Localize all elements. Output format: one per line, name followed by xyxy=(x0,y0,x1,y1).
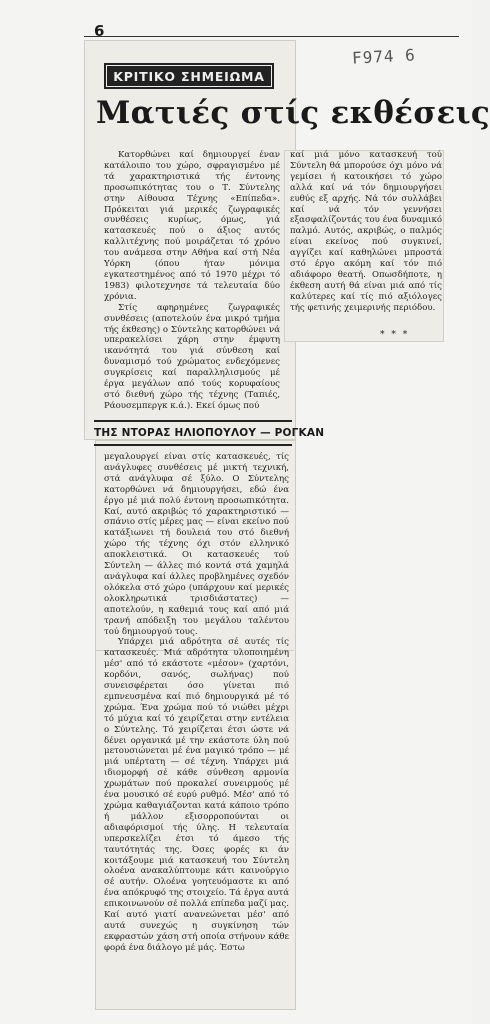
end-mark: * * * xyxy=(380,330,410,340)
paragraph: καί μιά μόνο κατασκευή τού Σύντελη θά μπορούσε όχι μόνο νά γεμίσει ή κατοικήσει τό χώρο αλλά καί νά τόν δημιουργήσει ευθύς εξ αρχής. Νά τόν συλλάβει καί νά τόν γεννήσει εξασφαλίζοντάς του ένα δυναμικό παλμό. Αυτός, ακριβώς, ο παλμός είναι εκείνος πού συγκινεί, αγγίζει καί καθηλώνει μπροστά στό έργο ακόμη καί τόν πιό αδιάφορο θεατή. Οπωσδήποτε, η έκθεση αυτή θά είναι μιά από τίς καλύτερες καί τίς πιό αξιόλογες τής φετινής χειμερινής περιόδου. xyxy=(290,150,442,313)
paragraph: μεγαλουργεί είναι στίς κατασκευές, τίς ανάγλυφες συνθέσεις μέ μικτή τεχνική, στά ανάγλυφα σέ ξύλο. Ο Σύντελης κατορθώνει νά δημιουργήσει, εδώ ένα έργο μέ μιά πολύ έντονη προσωπικότητα. Καί, αυτό ακριβώς τό χαρακτηριστικό — σπάνιο στίς μέρες μας — είναι εκείνο πού κατάξιωνει τή δουλειά του στό διεθνή χώρο τής τέχνης όχι στόν ελληνικό αποκλειστικά. Οι κατασκευές τού Σύντελη — άλλες πιό κοντά στά χαμηλά ανάγλυφα καί άλλες προβλημένες σχεδόν ολόκελα στό χώρο (υπάρχουν καί μερικές ολοκληρωτικά τρισδιάστατες) — αποτελούν, η καθεμιά τους καί από μιά τρανή απόδειξη του μεγάλου ταλέντου τού δημιουργού τους. xyxy=(104,452,289,637)
article-column-2 xyxy=(290,150,442,325)
article-column-1 xyxy=(104,150,280,422)
paragraph: Κατορθώνει καί δημιουργεί έναν κατάλοιπο του χώρο, σφραγισμένο μέ τά χαρακτηριστικά τής έντονης προσωπικότητας του ο Τ. Σύντελης στην Αίθουσα Τέχνης «Επίπεδα». Πρόκειται γιά μερικές ζωγραφικές συνθέσεις κυρίως, όμως, γιά κατασκευές πού ο άξιος αυτός καλλιτέχνης πού μοιράζεται τό χρόνο του ανάμεσα στην Αθήνα καί στή Νέα Υόρκη (όπου ήταν μόνιμα εγκατεστημένος από τό 1970 μέχρι τό 1983) φιλοτεχνησε τά τελευταία δύο χρόνια. xyxy=(104,150,280,302)
page-number: 6 xyxy=(94,22,105,40)
paragraph: Στίς αφηρημένες ζωγραφικές συνθέσεις (αποτελούν ένα μικρό τμήμα τής έκθεσης) ο Σύντελης κατορθώνει νά υπερακελίσει χάρη στην έμφυτη ικανότητά του γιά σύνθεση καί δυναμισμό τού χρώματος ενδεχόμενες συγκρίσεις καί παραλληλισμούς μέ έργα μεγάλων από τούς κορυφαίους στό διεθνή χώρο τής τέχνης (Ταπιές, Ράουσεμπεργκ κ.ά.). Εκεί όμως πού xyxy=(104,302,280,411)
author-byline: ΤΗΣ ΝΤΟΡΑΣ ΗΛΙΟΠΟΥΛΟΥ — ΡΟΓΚΑΝ xyxy=(94,420,292,446)
article-headline: Ματιές στίς εκθέσεις xyxy=(96,95,490,131)
handwritten-reference-note: F974 6 xyxy=(351,45,417,68)
paragraph: Υπάρχει μιά αδρότητα σέ αυτές τίς κατασκευές. Μιά αδρότητα υλοποιημένη μέσ' από τό εκάστοτε «μέσον» (χαρτόνι, κορδόνι, σανός, σωλήνας) πού συνεισφέρεται όσο γίνεται πιό εμπνευσμένα καί πιό δημιουργικά μέ τό χρώμα. Ένα χρώμα πού τό νιώθει μέχρι τό μύχια καί τό χειρίζεται στην εντέλεια ο Σύντελης. Τό χειρίζεται έτσι ώστε νά δένει οργανικά μέ την εκάστοτε ύλη πού μετουσιώνεται μέ ένα μαγικό τρόπο — μέ μιά υπέρτατη — σέ τέχνη. Υπάρχει μιά ιδιομορφή σέ κάθε σύνθεση αρμονία χρωμάτων πού προκαλεί συνειρμούς μέ ένα μουσικό σέ ευρύ ρυθμό. Μέσ' από τό χρώμα καθαγιάζονται κατά κάποιο τρόπο ή μάλλον εξισορροπούνται οι αδιαφόρισμοί τής ύλης. Η τελευταία υπερσκελίζει έτσι τό άμεσο τής ταυτότητάς της. Όσες φορές κι άν κοιτάξουμε μιά κατασκευή του Σύντελη ολοένα ανακαλύπτουμε κάτι καινούργιο σέ αυτήν. Ολοένα γοητευόμαστε κι από ένα απόκρυφό της στοιχείο. Τά έργα αυτά επικοινωνούν σέ πολλά επίπεδα μαζί μας. Καί αυτό γιατί ανανεώνεται μέσ' από αυτά συνεχώς η συγκίνηση τών εκφραστών χάση στή οποία στήνουν κάθε φορά ένα διάλογο μέ μάς. Έστω xyxy=(104,637,289,953)
article-column-3 xyxy=(104,452,289,1007)
section-kicker: ΚΡΙΤΙΚΟ ΣΗΜΕΙΩΜΑ xyxy=(104,63,274,89)
header-rule xyxy=(84,36,459,37)
